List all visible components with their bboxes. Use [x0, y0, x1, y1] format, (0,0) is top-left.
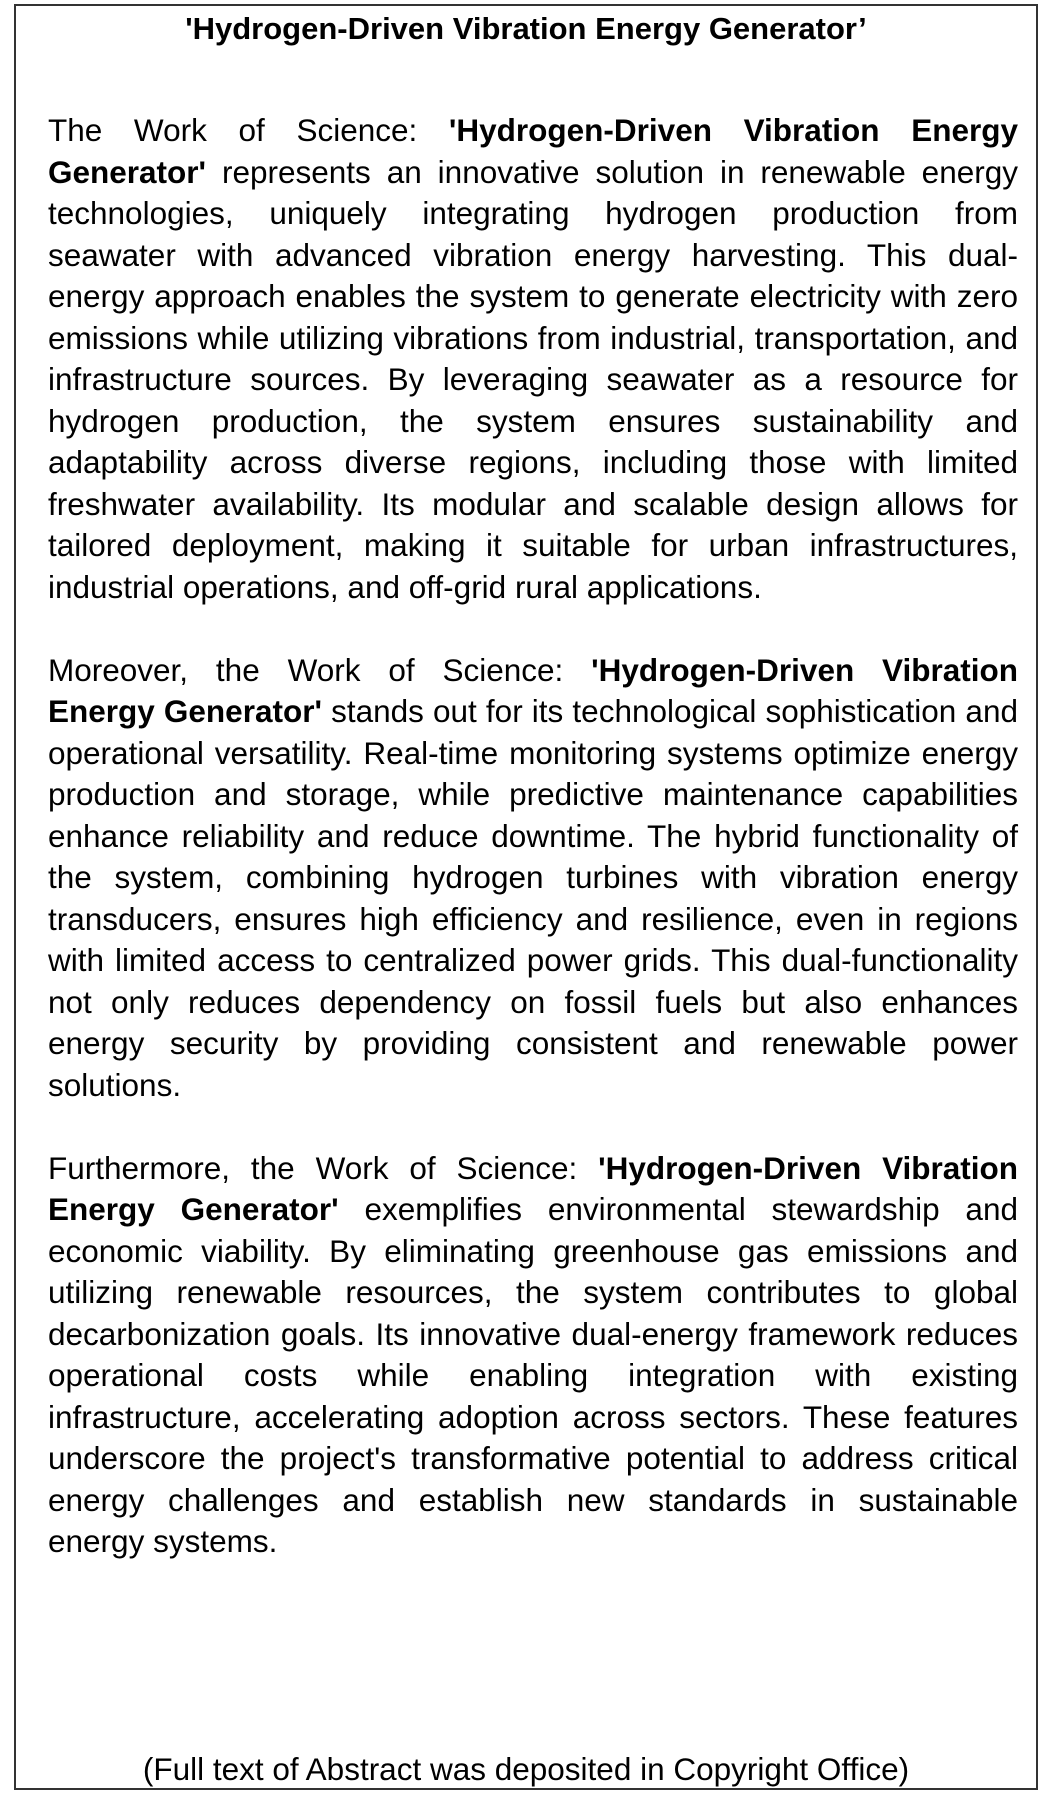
text: Moreover, the Work of Science: [48, 651, 592, 688]
paragraph-1 [48, 110, 1018, 608]
work-title: 'Hydrogen-Driven Vibration Energy Generator' [48, 112, 1018, 190]
abstract-body [48, 110, 1018, 1604]
text: exemplifies environmental stewardship and economic viability. By eliminating greenhouse gas emissions and utilizing renewable resources, the system contributes to global decarbonization goals. Its innovative dual-energy framework reduces operational costs while enabling integration with existing infrastructure, accelerating adoption across sectors. These features underscore the project's transformative potential to address critical energy challenges and establish new standards in sustainable energy systems. [48, 1191, 1018, 1559]
paragraph-3 [48, 1148, 1018, 1563]
text: The Work of Science: [48, 112, 449, 148]
text: represents an innovative solution in renewable energy technologies, uniquely integrating hydrogen production from seawater with advanced vibration energy harvesting. This dual-energy approach enables the system to generate electricity with zero emissions while utilizing vibrations from industrial, transportation, and infrastructure sources. By leveraging seawater as a resource for hydrogen production, the system ensures sustainability and adaptability across diverse regions, including those with limited freshwater availability. Its modular and scalable design allows for tailored deployment, making it suitable for urban infrastructures, industrial operations, and off-grid rural applications. [48, 153, 1018, 605]
work-title: 'Hydrogen-Driven Vibration Energy Generator' [48, 651, 1018, 729]
paragraph-2 [48, 650, 1018, 1107]
text: Furthermore, the Work of Science: [48, 1149, 599, 1186]
document-title: 'Hydrogen-Driven Vibration Energy Generator’ [185, 11, 867, 46]
work-title: 'Hydrogen-Driven Vibration Energy Generator' [48, 1149, 1018, 1227]
footer-note: (Full text of Abstract was deposited in Copyright Office) [142, 1751, 910, 1787]
text: stands out for its technological sophistication and operational versatility. Real-time monitoring systems optimize energy production and storage, while predictive maintenance capabilities enhance reliability and reduce downtime. The hybrid functionality of the system, combining hydrogen turbines with vibration energy transducers, ensures high efficiency and resilience, even in regions with limited access to centralized power grids. This dual-functionality not only reduces dependency on fossil fuels but also enhances energy security by providing consistent and renewable power solutions. [48, 693, 1018, 1103]
abstract-frame [14, 4, 1038, 1790]
